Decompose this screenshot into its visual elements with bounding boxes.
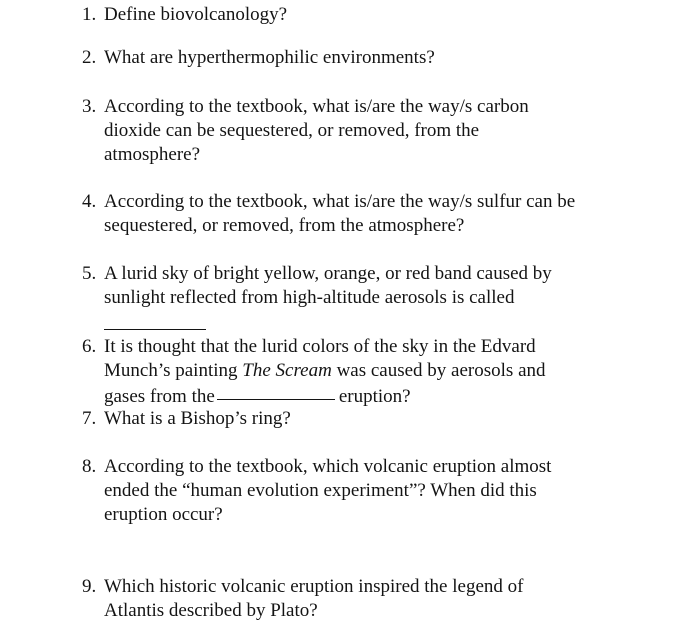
question-4 — [82, 190, 642, 238]
question-number: 5. — [82, 263, 97, 284]
question-text-line-1: According to the textbook, what is/are the way/s carbon — [104, 96, 529, 117]
question-text-line-1: According to the textbook, what is/are the way/s sulfur can be — [104, 191, 576, 212]
answer-blank-question-5[interactable] — [104, 313, 206, 330]
question-number: 1. — [82, 4, 97, 25]
question-number: 6. — [82, 336, 97, 357]
question-text-line-2: ended the “human evolution experiment”? When did this — [104, 480, 537, 501]
question-6 — [82, 335, 642, 409]
text-segment: eruption? — [338, 386, 411, 407]
question-text-line-1: According to the textbook, which volcanic eruption almost — [104, 456, 552, 477]
question-text-line-2: Atlantis described by Plato? — [104, 600, 318, 621]
question-2 — [82, 46, 642, 70]
question-text: Define biovolcanology? — [104, 4, 288, 25]
question-number: 9. — [82, 576, 97, 597]
question-7 — [82, 407, 642, 431]
question-number: 7. — [82, 408, 97, 429]
painting-title: The Scream — [242, 360, 332, 381]
question-8 — [82, 455, 642, 527]
question-9 — [82, 575, 642, 623]
question-3 — [82, 95, 642, 167]
question-text-line-2: sunlight reflected from high-altitude aerosols is called — [104, 287, 515, 308]
question-text-line-3: eruption occur? — [104, 504, 223, 525]
question-text-line-2: sequestered, or removed, from the atmosphere? — [104, 215, 465, 236]
question-text-line-1: A lurid sky of bright yellow, orange, or red band caused by — [104, 263, 552, 284]
question-text-line-2 — [104, 359, 642, 383]
question-number: 2. — [82, 47, 97, 68]
answer-blank-question-6[interactable] — [217, 381, 335, 400]
question-text-line-3: atmosphere? — [104, 144, 201, 165]
question-number: 8. — [82, 456, 97, 477]
question-number: 3. — [82, 96, 97, 117]
question-text-line-2: dioxide can be sequestered, or removed, from the — [104, 120, 480, 141]
question-5 — [82, 262, 642, 310]
text-segment: was caused by aerosols and — [331, 360, 546, 381]
question-1 — [82, 3, 642, 27]
question-text: What are hyperthermophilic environments? — [104, 47, 435, 68]
text-segment: gases from the — [104, 386, 215, 407]
text-segment: Munch’s painting — [104, 360, 243, 381]
question-text-line-3 — [104, 383, 642, 409]
question-text-line-1: It is thought that the lurid colors of the sky in the Edvard — [104, 336, 536, 357]
question-text-line-1: Which historic volcanic eruption inspired the legend of — [104, 576, 524, 597]
question-number: 4. — [82, 191, 97, 212]
question-text: What is a Bishop’s ring? — [104, 408, 291, 429]
